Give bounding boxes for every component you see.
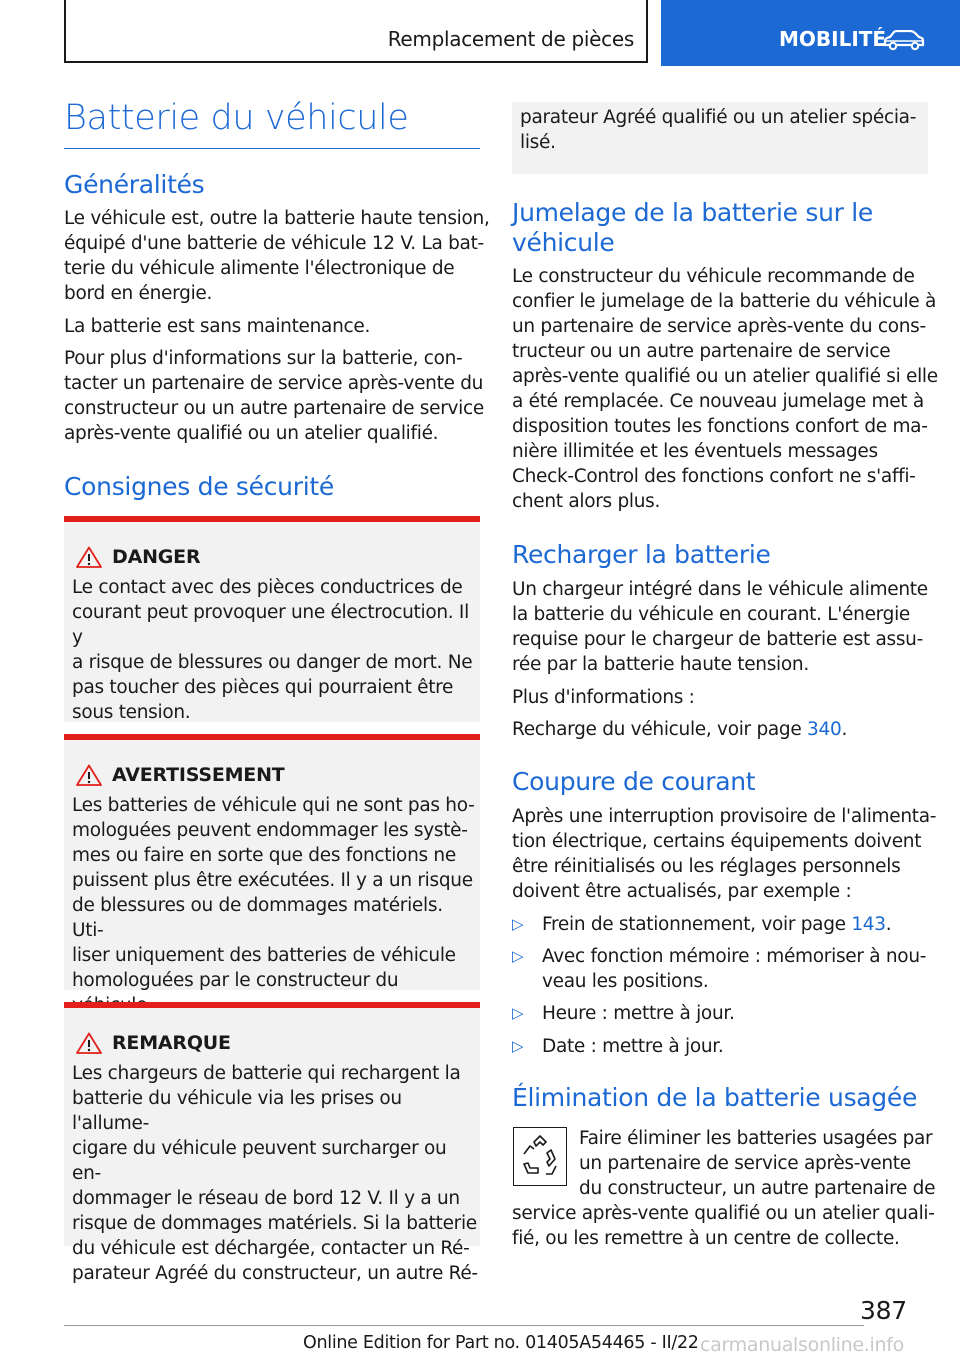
avertissement-box — [64, 734, 480, 990]
warning-triangle-icon — [76, 546, 102, 568]
heading-jumelage: Jumelage de la batterie sur le véhicule — [512, 198, 873, 257]
remarque-title: REMARQUE — [112, 1032, 231, 1054]
generalites-paragraph-1: Le véhicule est, outre la batterie haute tension, équipé d'une batterie de véhicule 12 V. La bat- terie du véhicule alimente l'électronique de bord en énergie. — [64, 208, 490, 304]
danger-box — [64, 516, 480, 722]
mobility-tab-label: MOBILITÉ — [779, 27, 887, 51]
page-title: Batterie du véhicule — [64, 98, 409, 138]
arrow-icon: ▷ — [512, 1037, 524, 1055]
danger-title: DANGER — [112, 546, 201, 568]
remarque-continued-box — [512, 102, 928, 174]
recharger-reference: Recharge du véhicule, voir page 340. — [512, 719, 848, 740]
elimination-paragraph-indented: Faire éliminer les batteries usagées par un partenaire de service après-vente du constructeur, un autre partenaire de — [579, 1128, 936, 1199]
generalites-paragraph-2: La batterie est sans maintenance. — [64, 316, 371, 337]
heading-elimination: Élimination de la batterie usagée — [512, 1083, 918, 1112]
heading-recharger: Recharger la batterie — [512, 540, 771, 569]
footer-divider — [64, 1325, 864, 1326]
arrow-icon: ▷ — [512, 915, 524, 933]
page-header — [0, 0, 960, 66]
section-tab[interactable] — [64, 0, 648, 63]
generalites-paragraph-3: Pour plus d'informations sur la batterie, con- tacter un partenaire de service après-vente du constructeur ou un autre partenaire de service après-vente qualifié ou un atelier qualifié. — [64, 348, 484, 444]
remarque-text: Les chargeurs de batterie qui rechargent la batterie du véhicule via les prises ou l'allume- cigare du véhicule peuvent surcharger ou en- dommager le réseau de bord 12 V. Il y a un risque de dommages matériels. Si la batterie du véhicule est déchargée, contacter un Ré- parateur Agréé du constructeur, un autre Ré- — [72, 1063, 478, 1284]
danger-text: Le contact avec des pièces conductrices de courant peut provoquer une électrocution. Il y a risque de blessures ou danger de mort. Ne pas toucher des pièces qui pourraient être sous tension. — [72, 577, 473, 723]
warning-triangle-icon — [76, 764, 102, 786]
page-number: 387 — [860, 1296, 907, 1325]
page-link-340[interactable]: 340 — [807, 719, 842, 740]
warning-triangle-icon — [76, 1032, 102, 1054]
arrow-icon: ▷ — [512, 1004, 524, 1022]
watermark: carmanualsonline.info — [700, 1334, 904, 1356]
avertissement-title: AVERTISSEMENT — [112, 764, 285, 786]
heading-generalites: Généralités — [64, 170, 205, 199]
heading-coupure: Coupure de courant — [512, 767, 756, 796]
recharger-paragraph: Un chargeur intégré dans le véhicule alimente la batterie du véhicule en courant. L'énergie requise pour le chargeur de batterie est assu- rée par la batterie haute tension. — [512, 579, 928, 675]
mobility-tab[interactable] — [661, 0, 960, 66]
elimination-paragraph: service après-vente qualifié ou un atelier quali- fié, ou les remettre à un centre de collecte. — [512, 1203, 935, 1249]
coupure-paragraph: Après une interruption provisoire de l'alimenta- tion électrique, certains équipements doivent être réinitialisés ou les réglages personnels doivent être actualisés, par exemple : — [512, 806, 937, 902]
edition-label: Online Edition for Part no. 01405A54465 - II/22 — [303, 1333, 699, 1353]
remarque-box — [64, 1002, 480, 1284]
title-underline — [64, 148, 480, 149]
jumelage-paragraph: Le constructeur du véhicule recommande de confier le jumelage de la batterie du véhicule à un partenaire de service après-vente du cons- tructeur ou un autre partenaire de service après-vente qualifié ou un atelier qualifié si elle a été remplacée. Ce nouveau jumelage met à disposition toutes les fonctions confort de ma- nière illimitée et les éventuels messages Check-Control des fonctions confort ne s'affi- chent alors plus. — [512, 266, 938, 512]
recharger-more-info: Plus d'informations : — [512, 687, 695, 708]
page-link-143[interactable]: 143 — [851, 914, 886, 935]
section-tab-label: Remplacement de pièces — [387, 27, 634, 51]
arrow-icon: ▷ — [512, 947, 524, 965]
recycle-icon — [513, 1127, 567, 1186]
avertissement-text: Les batteries de véhicule qui ne sont pas ho- mologuées peuvent endommager les systè- mes ou faire en sorte que des fonctions ne puissent plus être exécutées. Il y a un risque de blessures ou de dommages matériels. Uti- liser uniquement des batteries de véhicule homologuées par le constructeur du — [72, 795, 475, 991]
heading-consignes: Consignes de sécurité — [64, 472, 334, 501]
car-icon — [883, 30, 925, 52]
remarque-continued-text: parateur Agréé qualifié ou un atelier spécia- lisé. — [520, 107, 917, 153]
